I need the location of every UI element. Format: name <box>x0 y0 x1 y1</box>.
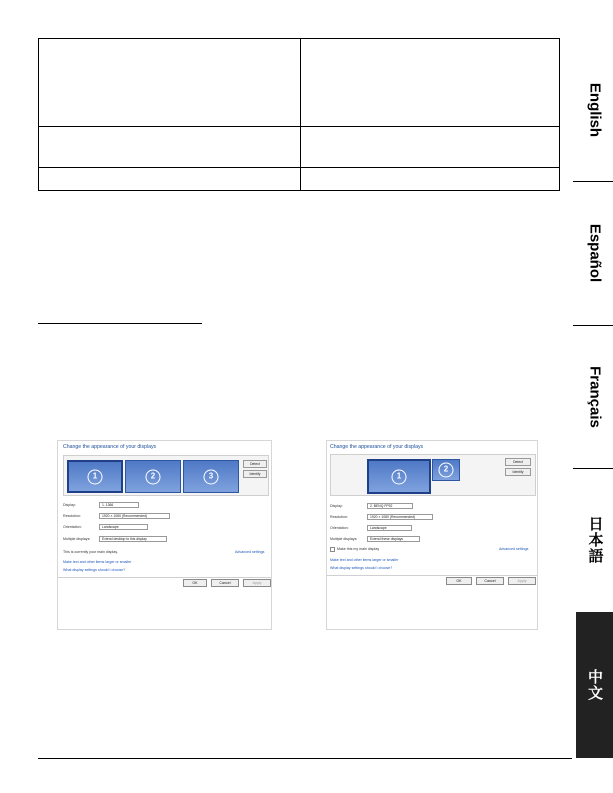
table-cell <box>39 39 300 126</box>
resolution-label: Resolution: <box>330 515 348 519</box>
dialog-divider <box>327 575 537 576</box>
multiple-displays-select[interactable]: Extend desktop to this display <box>99 536 167 542</box>
identify-button[interactable]: Identify <box>243 470 267 478</box>
display-label: Display: <box>63 503 76 507</box>
table-cell <box>301 39 559 126</box>
text-size-link[interactable]: Make text and other items larger or smaller <box>330 558 399 562</box>
tab-separator <box>573 325 613 326</box>
advanced-settings-link[interactable]: Advanced settings <box>235 550 265 554</box>
multiple-displays-select[interactable]: Extend these displays <box>367 536 420 542</box>
resolution-select[interactable]: 1920 × 1080 (Recommended) <box>99 513 170 519</box>
resolution-select[interactable]: 1920 × 1080 (Recommended) <box>367 514 433 520</box>
dialog-divider <box>58 577 271 578</box>
advanced-settings-link[interactable]: Advanced settings <box>499 547 529 551</box>
table-cell <box>39 168 300 190</box>
display-help-link[interactable]: What display settings should I choose? <box>330 566 393 570</box>
monitor-number: 2 <box>439 463 454 478</box>
monitor-arrangement[interactable] <box>330 454 536 496</box>
detect-button[interactable]: Detect <box>243 460 267 468</box>
monitor-3[interactable] <box>183 460 239 493</box>
tab-francais[interactable] <box>577 327 613 467</box>
tab-espanol[interactable] <box>577 183 613 323</box>
monitor-1[interactable] <box>367 459 431 494</box>
cancel-button[interactable]: Cancel <box>476 577 504 585</box>
table-cell <box>39 127 300 167</box>
dialog-title: Change the appearance of your displays <box>63 444 157 450</box>
display-settings-dialog-left <box>57 440 272 630</box>
dialog-title: Change the appearance of your displays <box>330 444 424 450</box>
tab-japanese-label: 日本語 <box>586 516 604 564</box>
table-row <box>39 39 559 127</box>
main-display-checkbox-label: Make this my main display <box>337 547 380 551</box>
ok-button[interactable]: OK <box>183 579 207 587</box>
orientation-select[interactable]: Landscape <box>99 524 148 530</box>
multiple-displays-label: Multiple displays: <box>63 537 91 541</box>
tab-espanol-label: Español <box>586 223 604 283</box>
monitor-number: 1 <box>392 469 407 484</box>
text-size-link[interactable]: Make text and other items larger or smaller <box>63 560 132 564</box>
monitor-number: 2 <box>146 469 161 484</box>
info-table <box>38 38 560 191</box>
apply-button[interactable]: Apply <box>243 579 271 587</box>
main-display-checkbox[interactable] <box>330 547 335 552</box>
tab-chinese[interactable] <box>576 612 613 758</box>
monitor-number: 1 <box>88 469 103 484</box>
resolution-label: Resolution: <box>63 514 81 518</box>
display-label: Display: <box>330 504 343 508</box>
orientation-label: Orientation: <box>330 526 349 530</box>
orientation-select[interactable]: Landscape <box>367 525 412 531</box>
monitor-2[interactable] <box>432 459 460 481</box>
page-footer-rule <box>38 758 572 759</box>
display-help-link[interactable]: What display settings should I choose? <box>63 568 126 572</box>
apply-button[interactable]: Apply <box>508 577 536 585</box>
table-row <box>39 168 559 190</box>
table-cell <box>301 127 559 167</box>
display-select[interactable]: 1. 1366 <box>99 502 139 508</box>
table-row <box>39 127 559 168</box>
monitor-arrangement[interactable] <box>63 455 269 496</box>
detect-button[interactable]: Detect <box>505 458 531 466</box>
table-cell <box>301 168 559 190</box>
orientation-label: Orientation: <box>63 525 82 529</box>
multiple-displays-label: Multiple displays: <box>330 537 358 541</box>
tab-english-label: English <box>586 82 604 138</box>
monitor-2[interactable] <box>125 460 181 493</box>
ok-button[interactable]: OK <box>446 577 472 585</box>
cancel-button[interactable]: Cancel <box>211 579 239 587</box>
monitor-1[interactable] <box>67 460 123 493</box>
display-settings-dialog-right <box>326 440 538 630</box>
identify-button[interactable]: Identify <box>505 468 531 476</box>
main-display-status: This is currently your main display. <box>63 550 118 554</box>
table-divider <box>300 39 301 190</box>
tab-chinese-label: 中文 <box>586 669 603 701</box>
section-underline <box>38 323 202 324</box>
tab-separator <box>573 181 613 182</box>
tab-francais-label: Français <box>586 366 604 428</box>
tab-japanese[interactable] <box>577 470 613 610</box>
monitor-number: 3 <box>204 469 219 484</box>
tab-separator <box>573 468 613 469</box>
tab-english[interactable] <box>577 40 613 180</box>
display-select[interactable]: 2. BENQ FP92 <box>367 503 413 509</box>
